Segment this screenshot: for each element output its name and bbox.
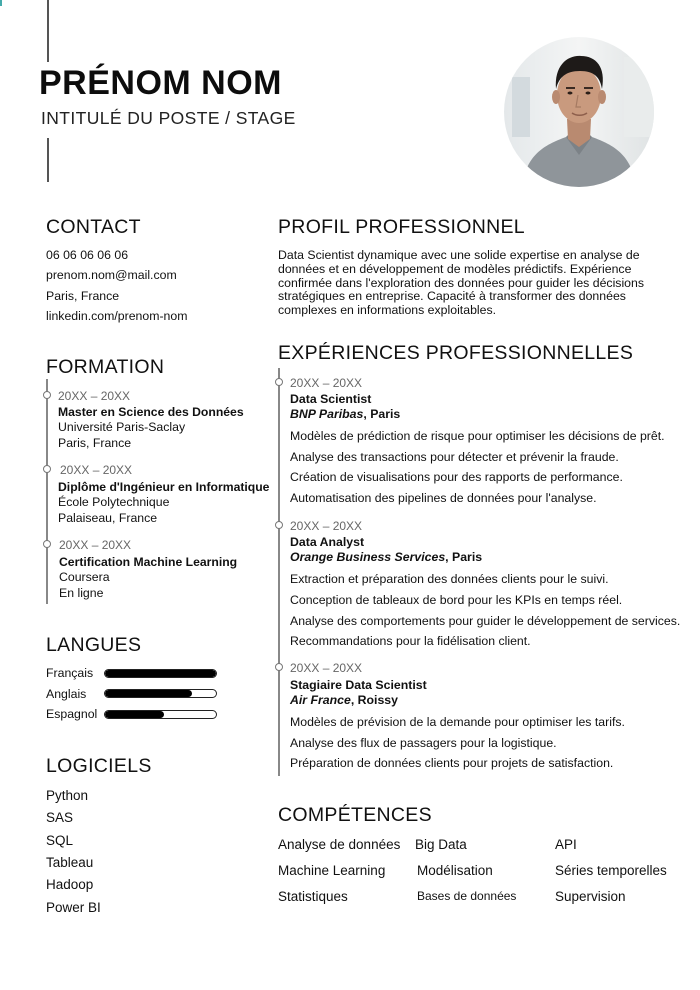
experience-timeline (278, 368, 280, 776)
profil-line: données et en développement de modèles prédictifs. Expérience (278, 261, 632, 276)
company-name: Orange Business Services (290, 550, 446, 564)
formation-degree: Master en Science des Données (58, 405, 244, 419)
experience-task: Extraction et préparation des données clients pour le suivi. (290, 572, 609, 586)
language-level-bar (104, 669, 217, 678)
experience-dot (275, 521, 283, 529)
experience-task: Automatisation des pipelines de données pour l'analyse. (290, 491, 597, 505)
experience-title: Stagiaire Data Scientist (290, 678, 427, 692)
experience-task: Analyse des flux de passagers pour la logistique. (290, 736, 557, 750)
experience-dot (275, 663, 283, 671)
software-item: Power BI (46, 900, 101, 915)
header-line-bottom (47, 138, 49, 182)
margin-tick (0, 0, 2, 6)
experience-date: 20XX – 20XX (290, 376, 363, 390)
skill-item: Analyse de données (278, 837, 401, 852)
experience-company (290, 407, 400, 421)
experience-task: Conception de tableaux de bord pour les KPIs en temps réel. (290, 593, 623, 607)
formation-dot (43, 465, 51, 473)
company-city: , Paris (445, 550, 483, 564)
formation-heading: FORMATION (46, 356, 165, 378)
language-label: Français (46, 666, 94, 680)
langues-heading: LANGUES (46, 634, 142, 656)
formation-dot (43, 540, 51, 548)
contact-phone: 06 06 06 06 06 (46, 248, 129, 262)
experience-task: Analyse des comportements pour guider le développement de services. (290, 614, 681, 628)
contact-city: Paris, France (46, 289, 120, 303)
profil-line: stratégiques en entreprise. Capacité à transformer des données (278, 289, 626, 304)
profil-line: complexes en informations exploitables. (278, 303, 497, 318)
contact-heading: CONTACT (46, 216, 141, 238)
language-label: Espagnol (46, 707, 98, 721)
formation-school: École Polytechnique (58, 495, 170, 509)
skill-item: Modélisation (417, 863, 493, 878)
competences-heading: COMPÉTENCES (278, 804, 432, 826)
skill-item: Machine Learning (278, 863, 386, 878)
logiciels-heading: LOGICIELS (46, 755, 152, 777)
skill-item: Séries temporelles (555, 863, 667, 878)
contact-linkedin[interactable]: linkedin.com/prenom-nom (46, 309, 188, 323)
job-title: INTITULÉ DU POSTE / STAGE (41, 108, 296, 128)
profil-heading: PROFIL PROFESSIONNEL (278, 216, 525, 238)
profile-photo (504, 37, 654, 187)
profil-text (278, 249, 658, 318)
skill-item: Supervision (555, 889, 626, 904)
experience-date: 20XX – 20XX (290, 661, 363, 675)
company-city: , Paris (363, 407, 401, 421)
experience-task: Préparation de données clients pour projets de satisfaction. (290, 756, 614, 770)
formation-place: En ligne (59, 586, 104, 600)
language-level-bar (104, 710, 217, 719)
formation-date: 20XX – 20XX (59, 538, 132, 552)
formation-degree: Diplôme d'Ingénieur en Informatique (58, 480, 270, 494)
experience-task: Modèles de prédiction de risque pour optimiser les décisions de prêt. (290, 429, 665, 443)
experience-task: Analyse des transactions pour détecter et prévenir la fraude. (290, 450, 619, 464)
header-line-top (47, 0, 49, 62)
company-name: BNP Paribas (290, 407, 364, 421)
software-item: SAS (46, 810, 74, 825)
formation-date: 20XX – 20XX (60, 463, 133, 477)
formation-degree: Certification Machine Learning (59, 555, 238, 569)
experiences-heading: EXPÉRIENCES PROFESSIONNELLES (278, 342, 634, 364)
formation-place: Paris, France (58, 436, 132, 450)
software-item: Tableau (46, 855, 94, 870)
experience-company (290, 550, 482, 564)
experience-date: 20XX – 20XX (290, 519, 363, 533)
skill-item: Bases de données (417, 889, 517, 903)
software-item: SQL (46, 833, 74, 848)
experience-task: Recommandations pour la fidélisation client. (290, 634, 531, 648)
software-item: Python (46, 788, 89, 803)
language-level-bar (104, 689, 217, 698)
formation-timeline (46, 379, 48, 604)
formation-date: 20XX – 20XX (58, 389, 131, 403)
company-city: , Roissy (350, 693, 398, 707)
formation-dot (43, 391, 51, 399)
experience-company (290, 693, 398, 707)
company-name: Air France (290, 693, 351, 707)
experience-task: Création de visualisations pour des rapports de performance. (290, 470, 623, 484)
skill-item: API (555, 837, 577, 852)
formation-school: Université Paris-Saclay (58, 420, 186, 434)
formation-place: Palaiseau, France (58, 511, 158, 525)
formation-school: Coursera (59, 570, 110, 584)
profil-line: Data Scientist dynamique avec une solide expertise en analyse de (278, 248, 640, 262)
experience-dot (275, 378, 283, 386)
software-item: Hadoop (46, 877, 94, 892)
language-label: Anglais (46, 687, 87, 701)
contact-email[interactable]: prenom.nom@mail.com (46, 268, 177, 282)
experience-title: Data Scientist (290, 392, 372, 406)
experience-title: Data Analyst (290, 535, 365, 549)
skill-item: Big Data (415, 837, 467, 852)
skill-item: Statistiques (278, 889, 348, 904)
full-name: PRÉNOM NOM (39, 64, 282, 102)
profil-line: confirmée dans l'exploration des données pour guider les décisions (278, 275, 645, 290)
experience-task: Modèles de prévision de la demande pour optimiser les tarifs. (290, 715, 625, 729)
